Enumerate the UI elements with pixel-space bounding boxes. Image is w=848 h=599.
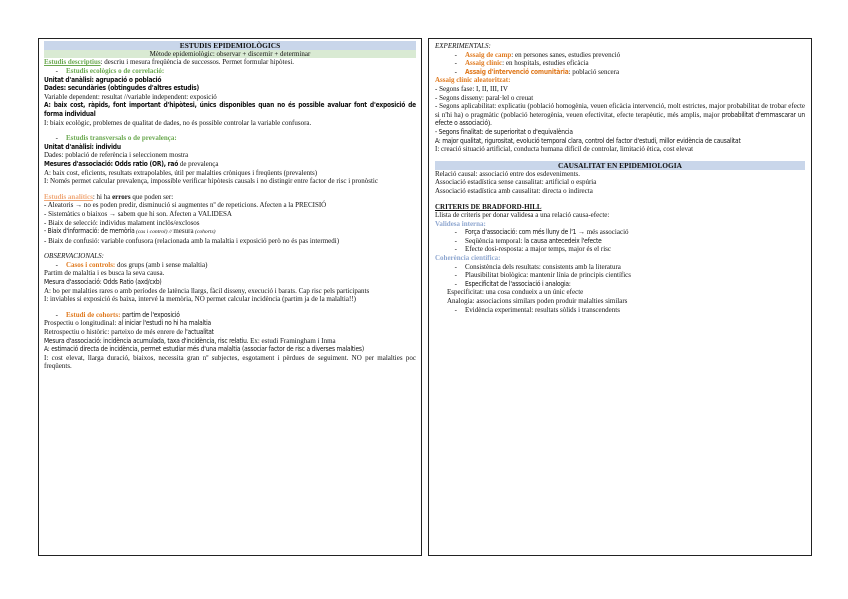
cohort-line: A: estimació directa de incidència, permet estudiar més d'una malaltia (associar factor de risc a diverses malalties): [44, 345, 364, 354]
cohort-line: I: cost elevat, llarga duració, biaixos, necessita gran nº subjectes, esgotament i pèrdues de seguiment. NO per malalties poc freqüents.: [44, 353, 416, 371]
dash-bullet: -: [454, 279, 457, 288]
specificity-def: Especificitat: una cosa condueix a un únic efecte: [447, 288, 584, 297]
random-line: I: creació situació artificial, conducta humana difícil de controlar, limitació ètica, cost elevat: [435, 145, 694, 154]
cohort-retro-note: l'actualitat: [184, 328, 214, 337]
random-line: - Segons disseny: paral·lel o creuat: [435, 93, 534, 102]
specificity-text: Especificitat de l'associació i analogia: [465, 279, 569, 288]
temporal-text: Seqüència temporal:: [465, 236, 525, 245]
field-trial-label: Assaig de camp: [465, 50, 512, 59]
random-line: - Segons fase: I, II, III, IV: [435, 84, 508, 93]
experimental-item: [435, 68, 805, 77]
page-title: ESTUDIS EPIDEMIOLÒGICS: [44, 41, 416, 50]
ecological-line: Unitat d'anàlisi: agrupació o població: [44, 75, 162, 84]
criteria-item: [435, 306, 805, 315]
scientific-coherence-label: Coherència científica:: [435, 254, 501, 263]
case-control-label: Casos i controls:: [66, 260, 116, 269]
analytic-line: [44, 193, 416, 202]
specificity-colon: :: [568, 279, 571, 288]
transversal-heading: [44, 134, 416, 143]
bradford-title: CRITERIS DE BRADFORD-HILL: [435, 202, 542, 211]
notes-page: [38, 38, 812, 556]
transversal-line: A: baix cost, eficients, resultats extrapolables, útil per malalties cròniques i freqüents (prevalents): [44, 168, 318, 177]
transversal-measure: Mesures d'associació: Odds ratio (OR), raó: [44, 159, 179, 168]
cohort-retro: Retrospectiu o històric: parteixo de més enrere de: [44, 328, 185, 337]
error-line: - Biaix de selecció: individus malament inclòs/exclosos: [44, 218, 200, 227]
ecological-line: Dades: secundàries (obtingudes d'altres estudis): [44, 84, 199, 93]
strength-note: → més associació: [576, 228, 629, 237]
method-banner: Mètode epidemiològic: observar + discernir + determinar: [44, 50, 416, 58]
dose-response-text: Efecte dosi-resposta: a major temps, major és el risc: [465, 245, 611, 254]
dash-bullet: -: [454, 236, 457, 245]
dash-bullet: -: [454, 305, 457, 314]
left-column: [38, 38, 422, 556]
criteria-item: [435, 237, 805, 246]
right-column: [428, 38, 812, 556]
case-control-rest: dos grups (amb i sense malaltia): [115, 260, 208, 269]
transversal-line: [44, 160, 416, 169]
causality-line: Associació estadística sense causalitat: artificial o espúria: [435, 178, 597, 187]
causality-title: CAUSALITAT EN EPIDEMIOLOGIA: [435, 161, 805, 170]
consistency-text: Consistència dels resultats: consistents amb la literatura: [465, 262, 621, 271]
dash-bullet: -: [55, 310, 58, 319]
community-trial-label: Assaig d'intervenció comunitària: [465, 67, 569, 76]
dash-bullet: -: [55, 260, 58, 269]
criteria-item: [435, 263, 805, 272]
cohort-example: Ex: estudi Framingham i Inma: [248, 336, 336, 345]
cohort-rest: partim de l'exposició: [120, 310, 180, 319]
descriptive-text: : descriu i mesura freqüència de successos. Permet formular hipòtesi.: [100, 58, 295, 67]
criteria-item: [435, 271, 805, 280]
dash-bullet: -: [454, 245, 457, 254]
cohort-line: [44, 319, 416, 328]
case-control-line: Mesura d'associació: Odds Ratio (axd/cxb): [44, 278, 162, 287]
experimental-evidence-text: Evidència experimental: resultats sòlids i transcendents: [465, 305, 620, 314]
dash-bullet: -: [55, 134, 58, 143]
internal-validity-label: Validesa interna:: [435, 219, 486, 228]
dash-bullet: -: [55, 67, 58, 75]
ecological-line: Variable dependent: resultat //variable independent: exposició: [44, 92, 217, 101]
criteria-item: [435, 280, 805, 289]
descriptive-line: [44, 58, 416, 67]
dash-bullet: -: [454, 50, 457, 59]
strength-text: Força d'associació: com més lluny de l'1: [465, 228, 577, 237]
analytic-intro: : hi ha: [92, 192, 113, 201]
descriptive-label: Estudis descriptius: [44, 58, 101, 67]
causality-line: Relació causal: associació entre dos esdeveniments.: [435, 169, 581, 178]
experimental-item: [435, 59, 805, 68]
error-line: - Biaix de confusió: variable confusora (relacionada amb la malaltia i exposició però no és pas intermedi): [44, 236, 340, 245]
cohort-line: [44, 328, 416, 337]
transversal-measure-rest: de prevalença: [178, 159, 219, 168]
ecological-line: A: baix cost, ràpids, font important d'hipòtesi, únics disponibles quan no és possible avaluar font d'exposició de forma individual: [44, 101, 416, 118]
dash-bullet: -: [454, 271, 457, 280]
clinical-trial-label: Assaig clínic: [465, 59, 503, 68]
dash-bullet: -: [454, 228, 457, 237]
cohort-label: Estudi de cohorts:: [66, 310, 121, 319]
random-line: A: major qualitat, rigurositat, evolució temporal clara, control del factor d'estudi, millor evidència de causalitat: [435, 136, 741, 145]
random-line: [435, 102, 805, 128]
info-bias-measure: mesura: [173, 227, 194, 236]
transversal-line: Dades: població de referència i seleccionem mostra: [44, 151, 189, 160]
case-control-heading: [44, 261, 416, 270]
community-trial-text: : població sencera: [568, 67, 620, 76]
error-line: - Sistemàtics o biaixos → sabem que hi son. Afecten a VALIDESA: [44, 209, 232, 218]
criteria-item: [435, 228, 805, 237]
info-bias-cohort: (cohorts): [193, 229, 216, 236]
clinical-trial-text: : en hospitals, estudies eficàcia: [502, 59, 589, 68]
field-trial-text: : en persones sanes, estudies prevenció: [511, 50, 621, 59]
case-control-line: A: bo per malalties rares o amb períodes de latència llargs, fàcil disseny, execució i barats. Cap risc pels participants: [44, 286, 370, 295]
plausibility-text: Plausibilitat biològica: mantenir línia de principis científics: [465, 271, 632, 280]
error-line: [44, 227, 416, 237]
applicability-text: - Segons aplicabilitat: explicatiu (població homogènia, veuen eficàcia intervenció, molt estrictes, major probabilitat de trobar efecte si n'hi ha) o pragmàtic (població heterogènia, veuen efectivitat, efecte terapèutic, més amplis, major: [435, 102, 805, 119]
dash-bullet: -: [454, 59, 457, 68]
cohort-prospective: Prospectiu o longitudinal:: [44, 319, 119, 328]
analytic-intro-end: que poden ser:: [130, 192, 174, 201]
dash-bullet: -: [454, 262, 457, 271]
applicability-end: ).: [487, 119, 492, 128]
temporal-note: la causa antecedeix l'efecte: [524, 236, 602, 245]
transversal-line: Unitat d'anàlisi: individu: [44, 142, 121, 151]
ecological-line: I: biaix ecològic, problemes de qualitat de dades, no és possible controlar la variable confusora.: [44, 118, 312, 127]
case-control-line: I: inviables si exposició és baixa, intervé la memòria, NO permet calcular incidència (partim ja de la malaltia!!): [44, 295, 356, 304]
observational-label: OBSERVACIONALS:: [44, 252, 105, 261]
cohort-measure: Mesura d'associació: incidència acumulada, taxa d'incidència, risc relatiu.: [44, 336, 249, 345]
cohort-prospective-note: al iniciar l'estudi no hi ha malaltia: [118, 319, 211, 328]
ecological-label: Estudis ecològics o de correlació:: [66, 67, 165, 75]
info-bias-case: (cas i control) //: [134, 229, 174, 236]
analytic-label: Estudis analítics: [44, 192, 93, 201]
bradford-intro: Llista de criteris per donar validesa a una relació causa-efecte:: [435, 211, 610, 220]
error-line: - Aleatoris → no es poden predir, disminució si augmentes nº de repeticions. Afecten a la PRECISIÓ: [44, 201, 327, 210]
experimental-label: EXPERIMENTALS:: [435, 42, 491, 50]
criteria-item: [435, 245, 805, 254]
transversal-label: Estudis transversals o de prevalença:: [66, 134, 177, 143]
causality-line: Associació estadística amb causalitat: directa o indirecta: [435, 186, 593, 195]
info-bias: - Biaix d'informació: de memòria: [44, 227, 135, 236]
applicability-mask: probabilitat d'emmascarar un efecte o associació: [435, 110, 805, 128]
dash-bullet: -: [454, 67, 457, 76]
analogy-def: Analogia: associacions similars poden produir malalties similars: [447, 297, 628, 306]
cohort-line: [44, 337, 416, 346]
analytic-errors: errors: [112, 192, 131, 201]
transversal-line: I: Només permet calcular prevalença, impossible verificar hipòtesis causals i no distingir entre factor de risc i pronòstic: [44, 177, 378, 186]
cohort-heading: [44, 311, 416, 320]
random-line: - Segons finalitat: de superioritat o d'equivalència: [435, 127, 573, 136]
experimental-item: [435, 51, 805, 60]
case-control-line: Partim de malaltia i es busca la seva causa.: [44, 269, 165, 278]
random-trial-label: Assaig clínic aleatoritzat:: [435, 76, 511, 85]
ecological-heading: [44, 67, 416, 76]
